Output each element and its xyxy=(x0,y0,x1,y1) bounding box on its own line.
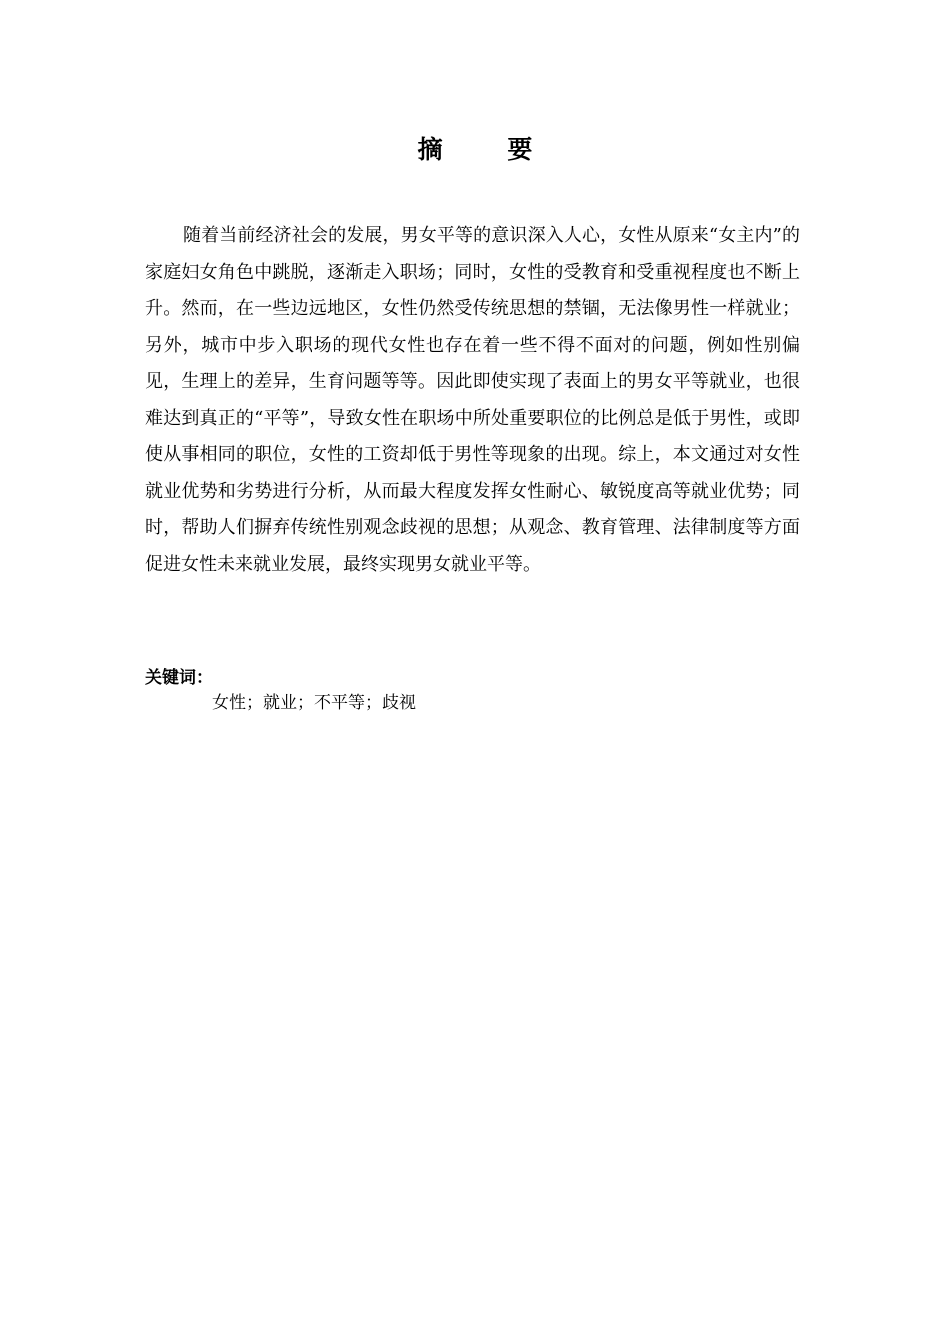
abstract-paragraph: 随着当前经济社会的发展，男女平等的意识深入人心，女性从原来“女主内”的家庭妇女角色中跳脱，逐渐走入职场；同时，女性的受教育和受重视程度也不断上升。然而，在一些边远地区，女性仍然受传统思想的禁锢，无法像男性一样就业；另外，城市中步入职场的现代女性也存在着一些不得不面对的问题，例如性别偏见，生理上的差异，生育问题等等。因此即使实现了表面上的男女平等就业，也很难达到真正的“平等”，导致女性在职场中所处重要职位的比例总是低于男性，或即使从事相同的职位，女性的工资却低于男性等现象的出现。综上，本文通过对女性就业优势和劣势进行分析，从而最大程度发挥女性耐心、敏锐度高等就业优势；同时，帮助人们摒弃传统性别观念歧视的思想；从观念、教育管理、法律制度等方面促进女性未来就业发展，最终实现男女就业平等。 xyxy=(145,225,800,575)
page-title: 摘 要 xyxy=(417,135,561,164)
keywords-label: 关键词： xyxy=(145,668,213,688)
keywords-list: 女性；就业；不平等；歧视 xyxy=(212,693,416,713)
